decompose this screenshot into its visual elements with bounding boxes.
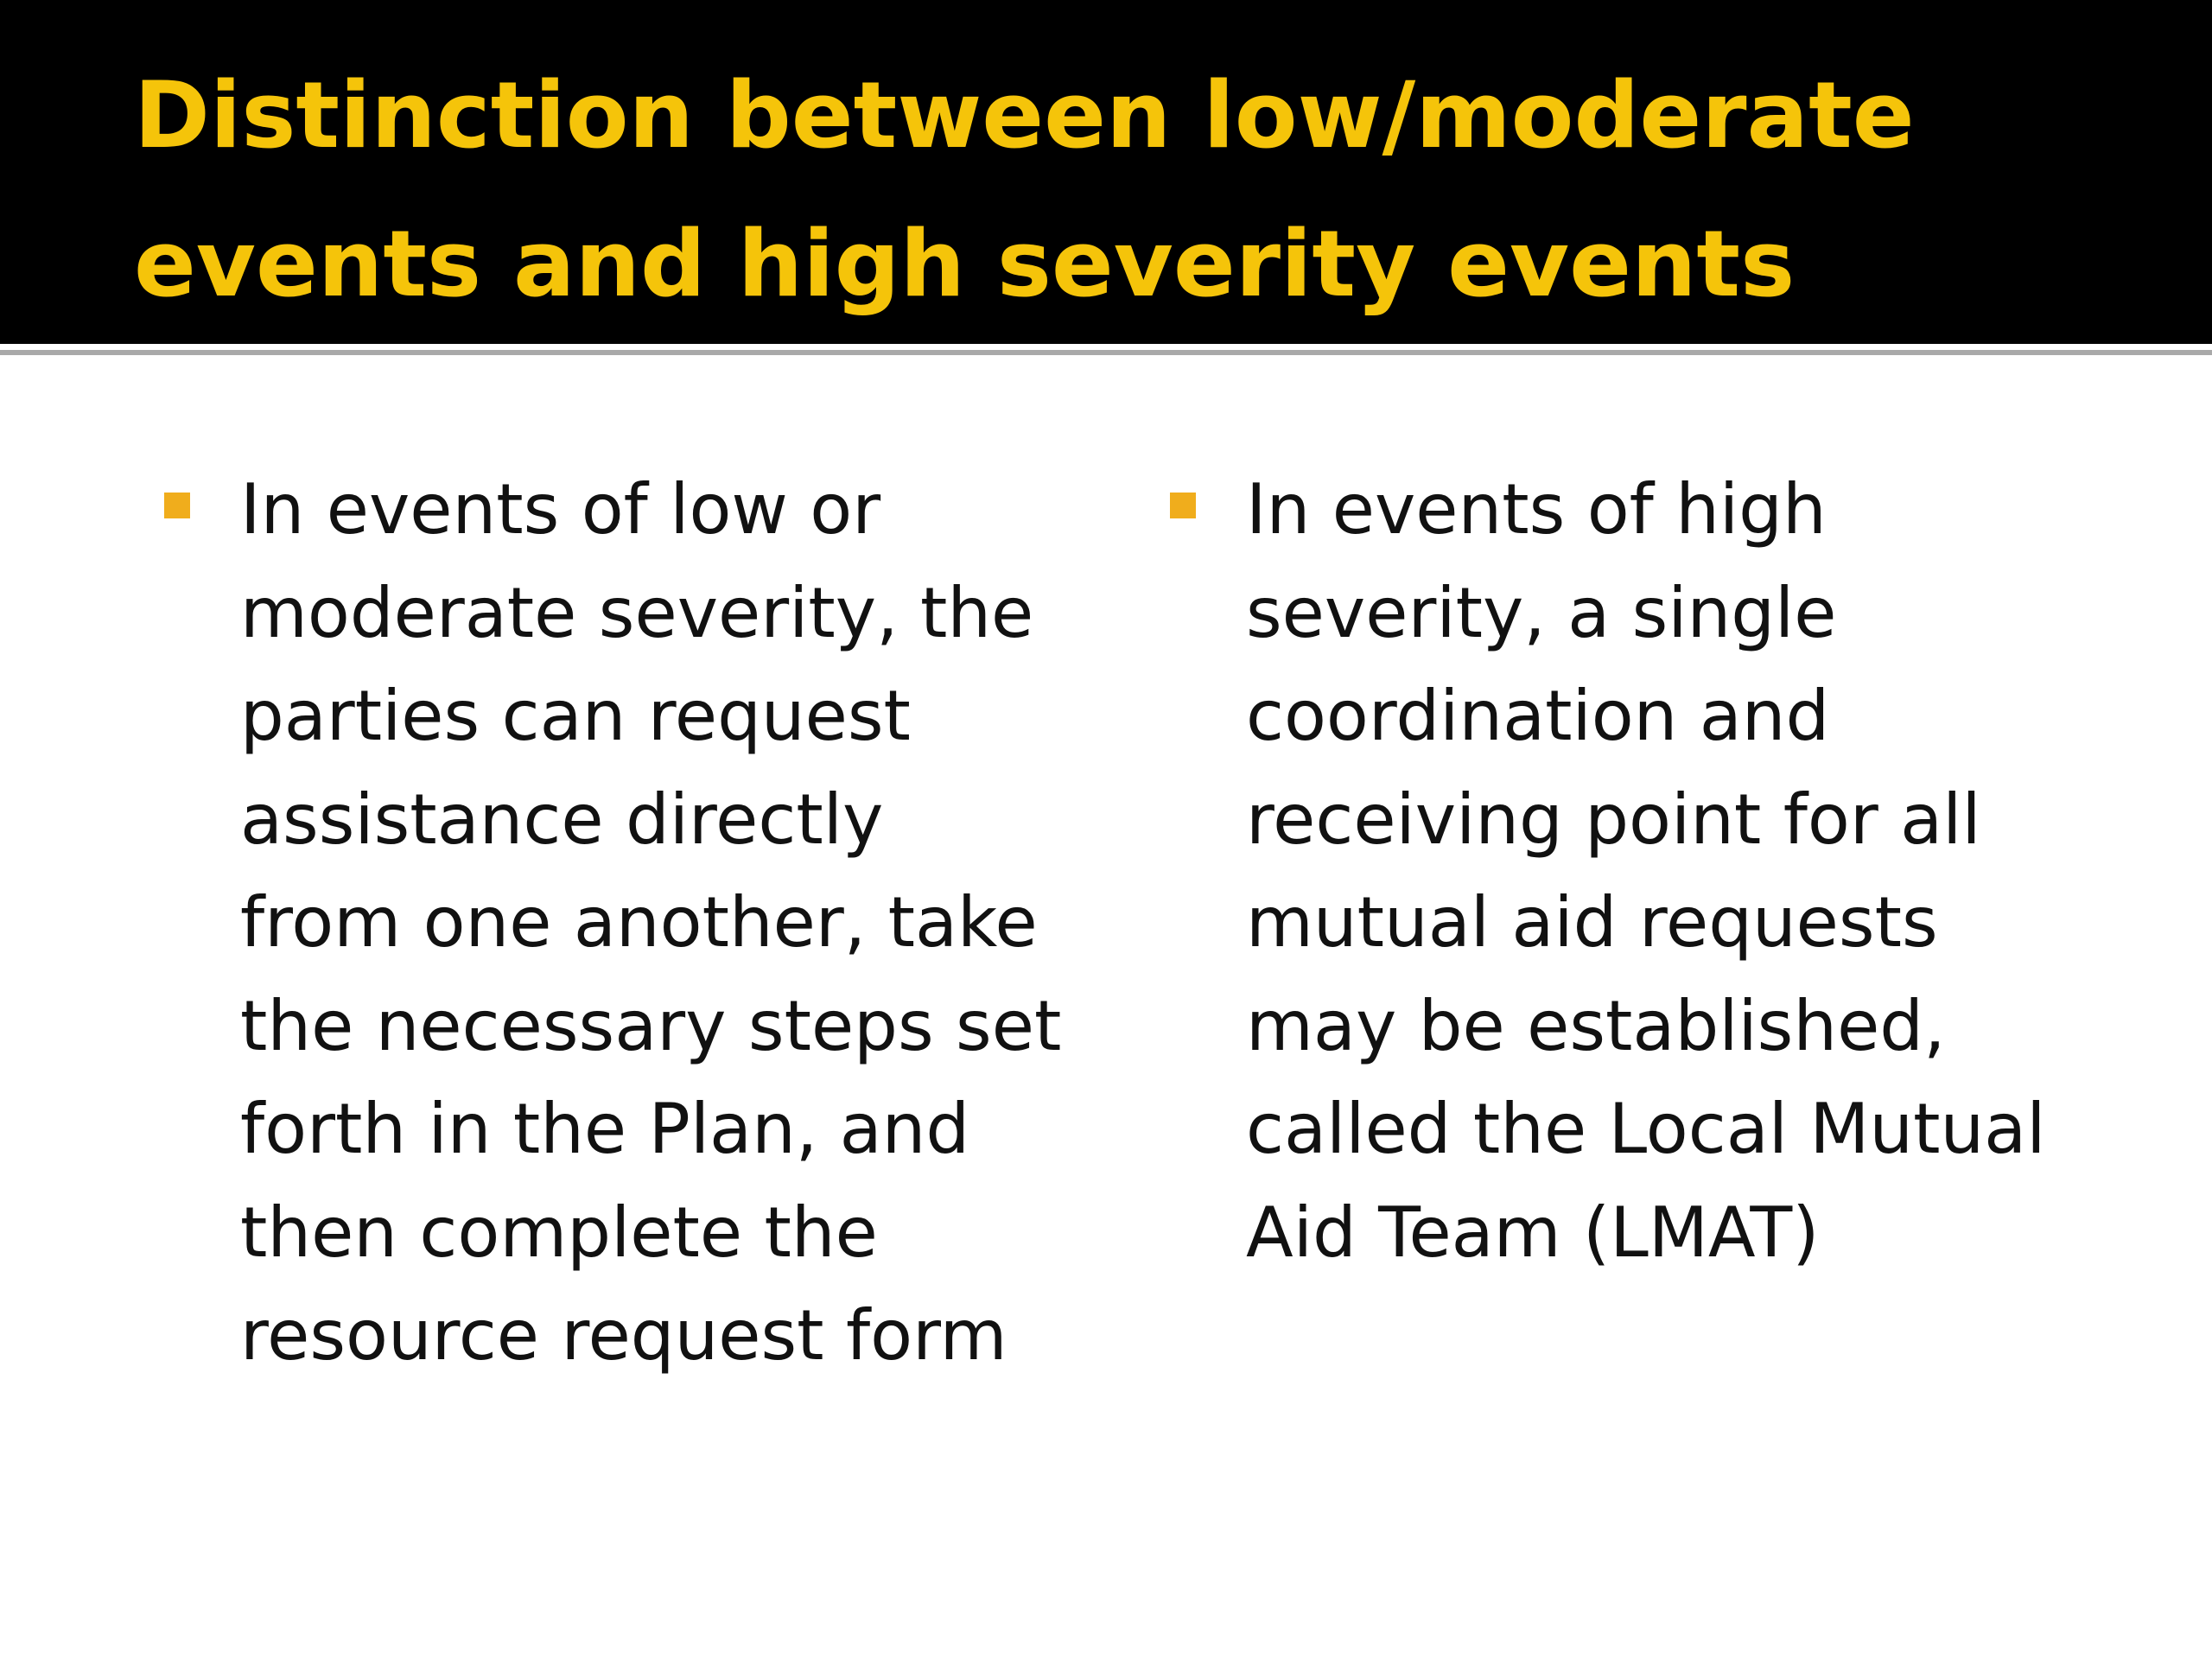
title-bar: [0, 0, 2212, 344]
square-bullet-icon: [1170, 493, 1196, 518]
left-column: [164, 458, 1063, 1388]
left-bullet-text: In events of low or moderate severity, the parties can request assistance directly from one another, take the necessary steps set forth in the Plan, and then complete the resource request form: [240, 469, 1062, 1376]
right-bullet-text: In events of high severity, a single coordination and receiving point for all mutual aid requests may be established, called the Local Mutual Aid Team (LMAT): [1246, 469, 2046, 1273]
square-bullet-icon: [164, 493, 190, 518]
right-column: [1170, 458, 2069, 1284]
title-divider: [0, 350, 2212, 355]
slide-title: Distinction between low/moderate events and high severity events: [134, 62, 1915, 317]
title-rule-gap: [0, 344, 2212, 350]
